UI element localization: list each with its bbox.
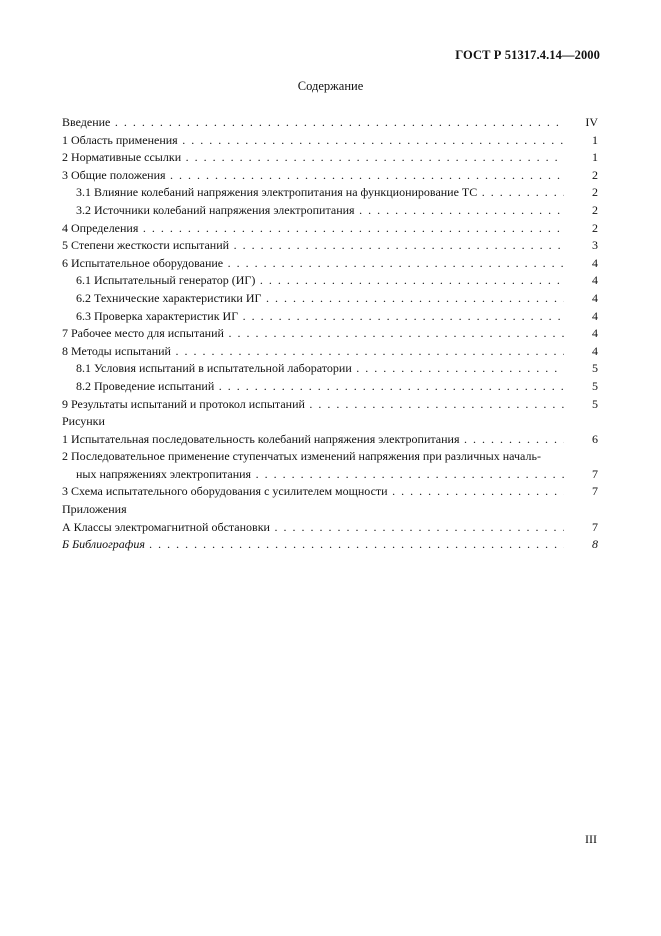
toc-entry-6[interactable]: 6 Испытательное оборудование . . . 4 (62, 255, 598, 273)
page-number: 5 (592, 378, 598, 393)
page-number: 1 (592, 132, 598, 147)
page-number: 4 (592, 343, 598, 358)
page-title: Содержание (297, 79, 364, 93)
toc-entry-9[interactable]: 9 Результаты испытаний и протокол испытаний . . . 5 (62, 396, 598, 414)
figure-entry-1[interactable]: 1 Испытательная последовательность колебаний напряжения электропитания . . . 6 (62, 431, 598, 449)
figures-heading: Рисунки (62, 414, 105, 429)
document-code: ГОСТ Р 51317.4.14—2000 (455, 48, 600, 62)
toc-entry-5[interactable]: 5 Степени жесткости испытаний . . . 3 (62, 237, 598, 255)
toc-entry-3[interactable]: 3 Общие положения . . . 2 (62, 167, 598, 185)
page-number: 4 (592, 273, 598, 288)
toc-entry-6-3[interactable]: 6.3 Проверка характеристик ИГ . . . 4 (62, 308, 598, 326)
page-number: 1 (592, 150, 598, 165)
toc-entry-8-2[interactable]: 8.2 Проведение испытаний . . . 5 (62, 378, 598, 396)
page-number: 2 (592, 185, 598, 200)
appendix-entry-a[interactable]: А Классы электромагнитной обстановки . . . 7 (62, 519, 598, 537)
page-number: 4 (592, 308, 598, 323)
appendix-entry-b[interactable]: Б Библиография . . . 8 (62, 536, 598, 554)
toc-entry-8-1[interactable]: 8.1 Условия испытаний в испытательной лаборатории . . . 5 (62, 360, 598, 378)
page-number: 2 (592, 220, 598, 235)
toc-entry-1[interactable]: 1 Область применения . . . 1 (62, 132, 598, 150)
toc-entry-introduction[interactable]: Введение . . . IV (62, 114, 598, 132)
toc-entry-8[interactable]: 8 Методы испытаний . . . 4 (62, 343, 598, 361)
toc-entry-3-1[interactable]: 3.1 Влияние колебаний напряжения электропитания на функционирование ТС . . . 2 (62, 184, 598, 202)
page-number: 7 (592, 519, 598, 534)
page-number: 4 (592, 326, 598, 341)
page-number: 4 (592, 255, 598, 270)
page-number: 5 (592, 396, 598, 411)
page-number: 7 (592, 466, 598, 481)
page-number: 8 (592, 537, 598, 552)
toc-entry-6-2[interactable]: 6.2 Технические характеристики ИГ . . . 4 (62, 290, 598, 308)
page-number: 2 (592, 167, 598, 182)
page-number: 3 (592, 238, 598, 253)
toc-entry-6-1[interactable]: 6.1 Испытательный генератор (ИГ) . . . 4 (62, 272, 598, 290)
page-number: 2 (592, 202, 598, 217)
toc-entry-7[interactable]: 7 Рабочее место для испытаний . . . 4 (62, 325, 598, 343)
toc-entry-2[interactable]: 2 Нормативные ссылки . . . 1 (62, 149, 598, 167)
page-number: 4 (592, 290, 598, 305)
page-number: 5 (592, 361, 598, 376)
page-number: 7 (592, 484, 598, 499)
table-of-contents (62, 114, 598, 554)
page-number: IV (585, 115, 598, 129)
page-footer-number: III (585, 832, 597, 846)
figure-entry-3[interactable]: 3 Схема испытательного оборудования с усилителем мощности . . . 7 (62, 483, 598, 501)
figure-entry-2[interactable]: 2 Последовательное применение ступенчатых изменений напряжения при различных началь- ных напряжениях электропитания . . . 7 (62, 448, 598, 483)
toc-entry-3-2[interactable]: 3.2 Источники колебаний напряжения электропитания . . . 2 (62, 202, 598, 220)
toc-entry-4[interactable]: 4 Определения . . . 2 (62, 220, 598, 238)
appendices-heading: Приложения (62, 502, 127, 517)
page-number: 6 (592, 431, 598, 446)
